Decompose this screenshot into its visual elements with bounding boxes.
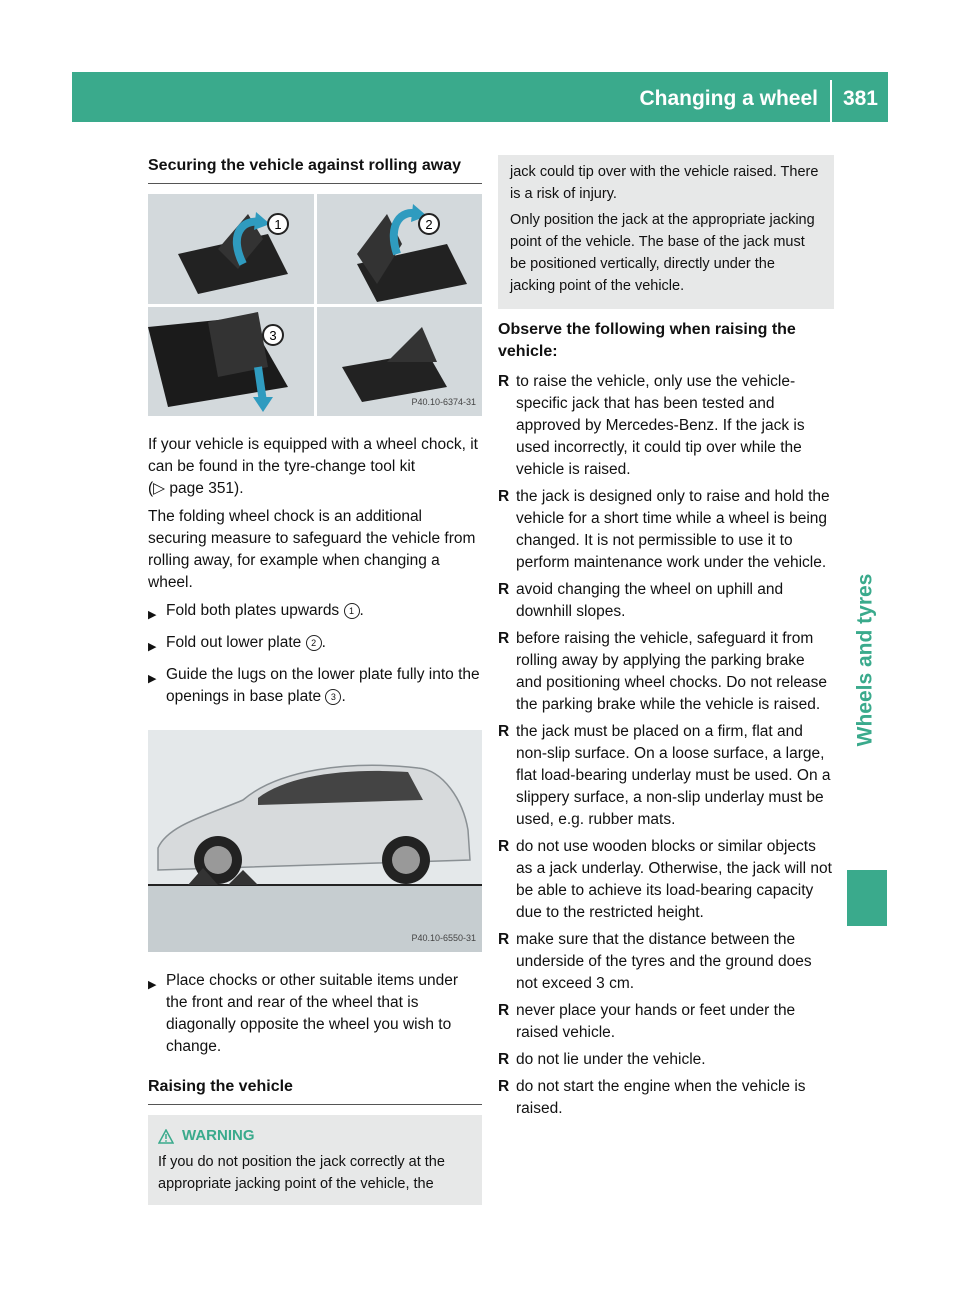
list-item: R before raising the vehicle, safeguard it from rolling away by applying the parking brake and positioning wheel chocks. Do not release the parking brake while the vehicle is raised. (498, 628, 834, 716)
bullet-icon: R (498, 373, 510, 390)
bullet-icon: R (498, 1051, 510, 1068)
section-heading-securing: Securing the vehicle against rolling away (148, 157, 461, 174)
list-item: R do not use wooden blocks or similar objects as a jack underlay. Otherwise, the jack will not be able to achieve its load-bearing capacity due to the restricted height. (498, 836, 834, 924)
step-item: ▶ Guide the lugs on the lower plate fully into the openings in base plate 3 . (148, 664, 482, 708)
warning-triangle-icon (158, 1129, 174, 1144)
chock-panel-3 (148, 307, 314, 417)
callout-2: 2 (424, 217, 433, 232)
header-divider (830, 80, 832, 122)
bullet-icon: R (498, 488, 510, 505)
bullet-icon: R (498, 581, 510, 598)
list-item: R to raise the vehicle, only use the vehicle-specific jack that has been tested and approved by Mercedes-Benz. If the jack is used incorrectly, it could tip over while the vehicle is raised. (498, 371, 834, 481)
callout-3: 3 (269, 327, 277, 343)
side-tab-marker (847, 870, 887, 926)
bullet-icon: R (498, 630, 510, 647)
list-item: R make sure that the distance between the underside of the tyres and the ground does not exceed 3 cm. (498, 929, 834, 995)
list-item: R do not lie under the vehicle. (498, 1049, 834, 1071)
chapter-title: Changing a wheel (639, 87, 818, 110)
list-item: R avoid changing the wheel on uphill and downhill slopes. (498, 579, 834, 623)
header-bar (72, 72, 888, 122)
ref-number: 2 (306, 635, 322, 651)
callout-1: 1 (274, 217, 282, 232)
bullet-icon: R (498, 838, 510, 855)
chock-panel-1 (148, 194, 314, 304)
step-arrow-icon: ▶ (148, 979, 157, 991)
figure-reference: P40.10-6550-31 (411, 933, 476, 943)
section-heading-raising: Raising the vehicle (148, 1078, 293, 1095)
warning-box (148, 1115, 482, 1205)
left-column (148, 155, 482, 1205)
warning-title: WARNING (158, 1125, 472, 1147)
observe-heading: Observe the following when raising the vehicle: (498, 321, 796, 360)
bullet-icon: R (498, 1078, 510, 1095)
step-arrow-icon: ▶ (148, 641, 157, 653)
bullet-icon: R (498, 1002, 510, 1019)
chock-panel-2 (317, 194, 483, 304)
bullet-icon: R (498, 723, 510, 740)
step-arrow-icon: ▶ (148, 609, 157, 621)
ref-number: 3 (325, 689, 341, 705)
warning-continuation (498, 155, 834, 309)
page-number: 381 (842, 87, 878, 110)
chock-panel-4 (317, 307, 483, 417)
side-tab (845, 560, 885, 760)
warning-text: If you do not position the jack correctly at the appropriate jacking point of the vehicle, the (158, 1154, 445, 1192)
heading-rule (148, 1104, 482, 1105)
figure-wheel-chock (148, 194, 482, 416)
step-item: ▶ Place chocks or other suitable items under the front and rear of the wheel that is diagonally opposite the wheel you wish to change. (148, 970, 482, 1058)
paragraph-chock-location: If your vehicle is equipped with a wheel chock, it can be found in the tyre-change tool kit (▷ page 351). (148, 436, 478, 497)
list-item: R the jack must be placed on a firm, flat and non-slip surface. On a loose surface, a large, flat load-bearing underlay must be used. On a slippery surface, a non-slip underlay must be used, e.g. rubber mats. (498, 721, 834, 831)
side-tab-label: Wheels and tyres (853, 573, 877, 747)
list-item: R the jack is designed only to raise and hold the vehicle for a short time while a wheel is being changed. It is not permissible to use it to perform maintenance work under the vehicle. (498, 486, 834, 574)
step-arrow-icon: ▶ (148, 673, 157, 685)
ref-number: 1 (344, 603, 360, 619)
step-item: ▶ Fold both plates upwards 1 . (148, 600, 482, 626)
figure-vehicle-chocks (148, 730, 482, 952)
paragraph-chock-description: The folding wheel chock is an additional securing measure to safeguard the vehicle from rolling away, for example when changing a wheel. (148, 508, 476, 591)
figure-reference: P40.10-6374-31 (411, 397, 476, 407)
bullet-icon: R (498, 931, 510, 948)
warning-text-cont: jack could tip over with the vehicle raised. There is a risk of injury. (510, 164, 819, 202)
right-column (498, 155, 834, 1125)
heading-rule (148, 183, 482, 184)
warning-text-cont: Only position the jack at the appropriate jacking point of the vehicle. The base of the jack must be positioned vertically, directly under the jacking point of the vehicle. (510, 212, 815, 294)
list-item: R do not start the engine when the vehicle is raised. (498, 1076, 834, 1120)
list-item: R never place your hands or feet under the raised vehicle. (498, 1000, 834, 1044)
step-item: ▶ Fold out lower plate 2 . (148, 632, 482, 658)
